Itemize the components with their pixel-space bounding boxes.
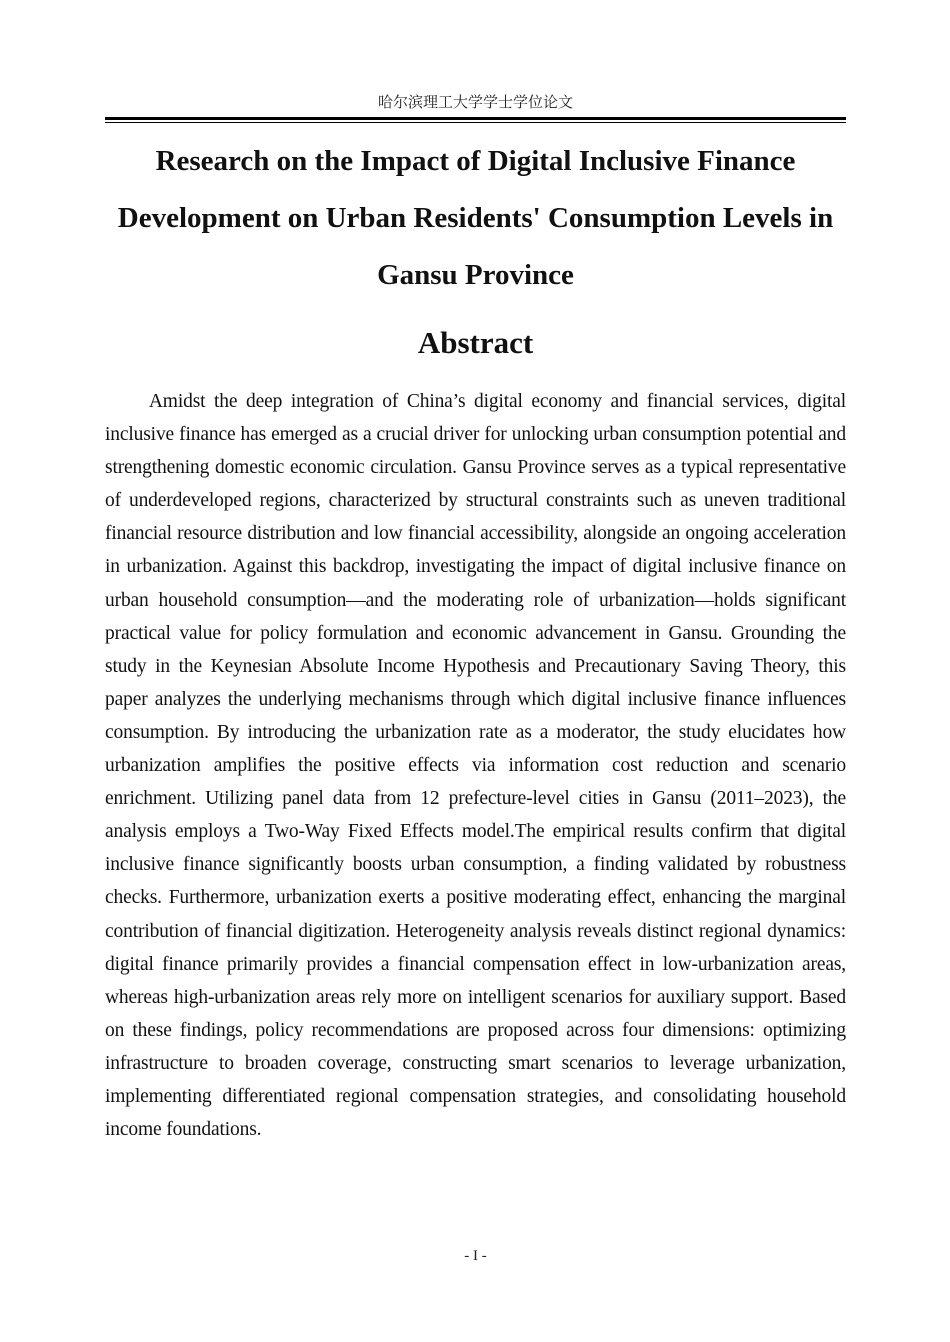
- running-header: 哈尔滨理工大学学士学位论文: [377, 93, 573, 111]
- abstract-heading: Abstract: [417, 325, 534, 360]
- header-rule-thick: [105, 117, 846, 120]
- abstract-body: Amidst the deep integration of China’s digital economy and financial services, digital inclusive finance has emerged as a crucial driver for unlocking urban consumption potential and strengthening domestic economic circulation. Gansu Province serves as a typical representative of underdeveloped regions, characterized by structural constraints such as uneven traditional financial resource distribution and low financial accessibility, alongside an ongoing acceleration in urbanization. Against this backdrop, investigating the impact of digital inclusive finance on urban household consumption—and the moderating role of urbanization—holds significant practical value for policy formulation and economic advancement in Gansu. Grounding the study in the Keynesian Absolute Income Hypothesis and Precautionary Saving Theory, this paper analyzes the underlying mechanisms through which digital inclusive finance influences consumption. By introducing the urbanization rate as a moderator, the study elucidates how urbanization amplifies the positive effects via information cost reduction and scenario enrichment. Utilizing panel data from 12 prefecture-level cities in Gansu (2011–2023), the analysis employs a Two-Way Fixed Effects model.The empirical results confirm that digital inclusive finance significantly boosts urban consumption, a finding validated by robustness checks. Furthermore, urbanization exerts a positive moderating effect, enhancing the marginal contribution of financial digitization. Heterogeneity analysis reveals distinct regional dynamics: digital finance primarily provides a financial compensation effect in low-urbanization areas, whereas high-urbanization areas rely more on intelligent scenarios for auxiliary support. Based on these findings, policy recommendations are proposed across four dimensions: optimizing infrastructure to broaden coverage, constructing smart scenarios to leverage urbanization, implementing differentiated regional compensation strategies, and consolidating household income foundations.: [105, 391, 846, 1141]
- paper-title: Research on the Impact of Digital Inclusive Finance Development on Urban Residents' Consumption Levels in Gansu Province: [117, 145, 834, 291]
- page-number: - I -: [464, 1248, 487, 1264]
- header-rule-thin: [105, 122, 846, 123]
